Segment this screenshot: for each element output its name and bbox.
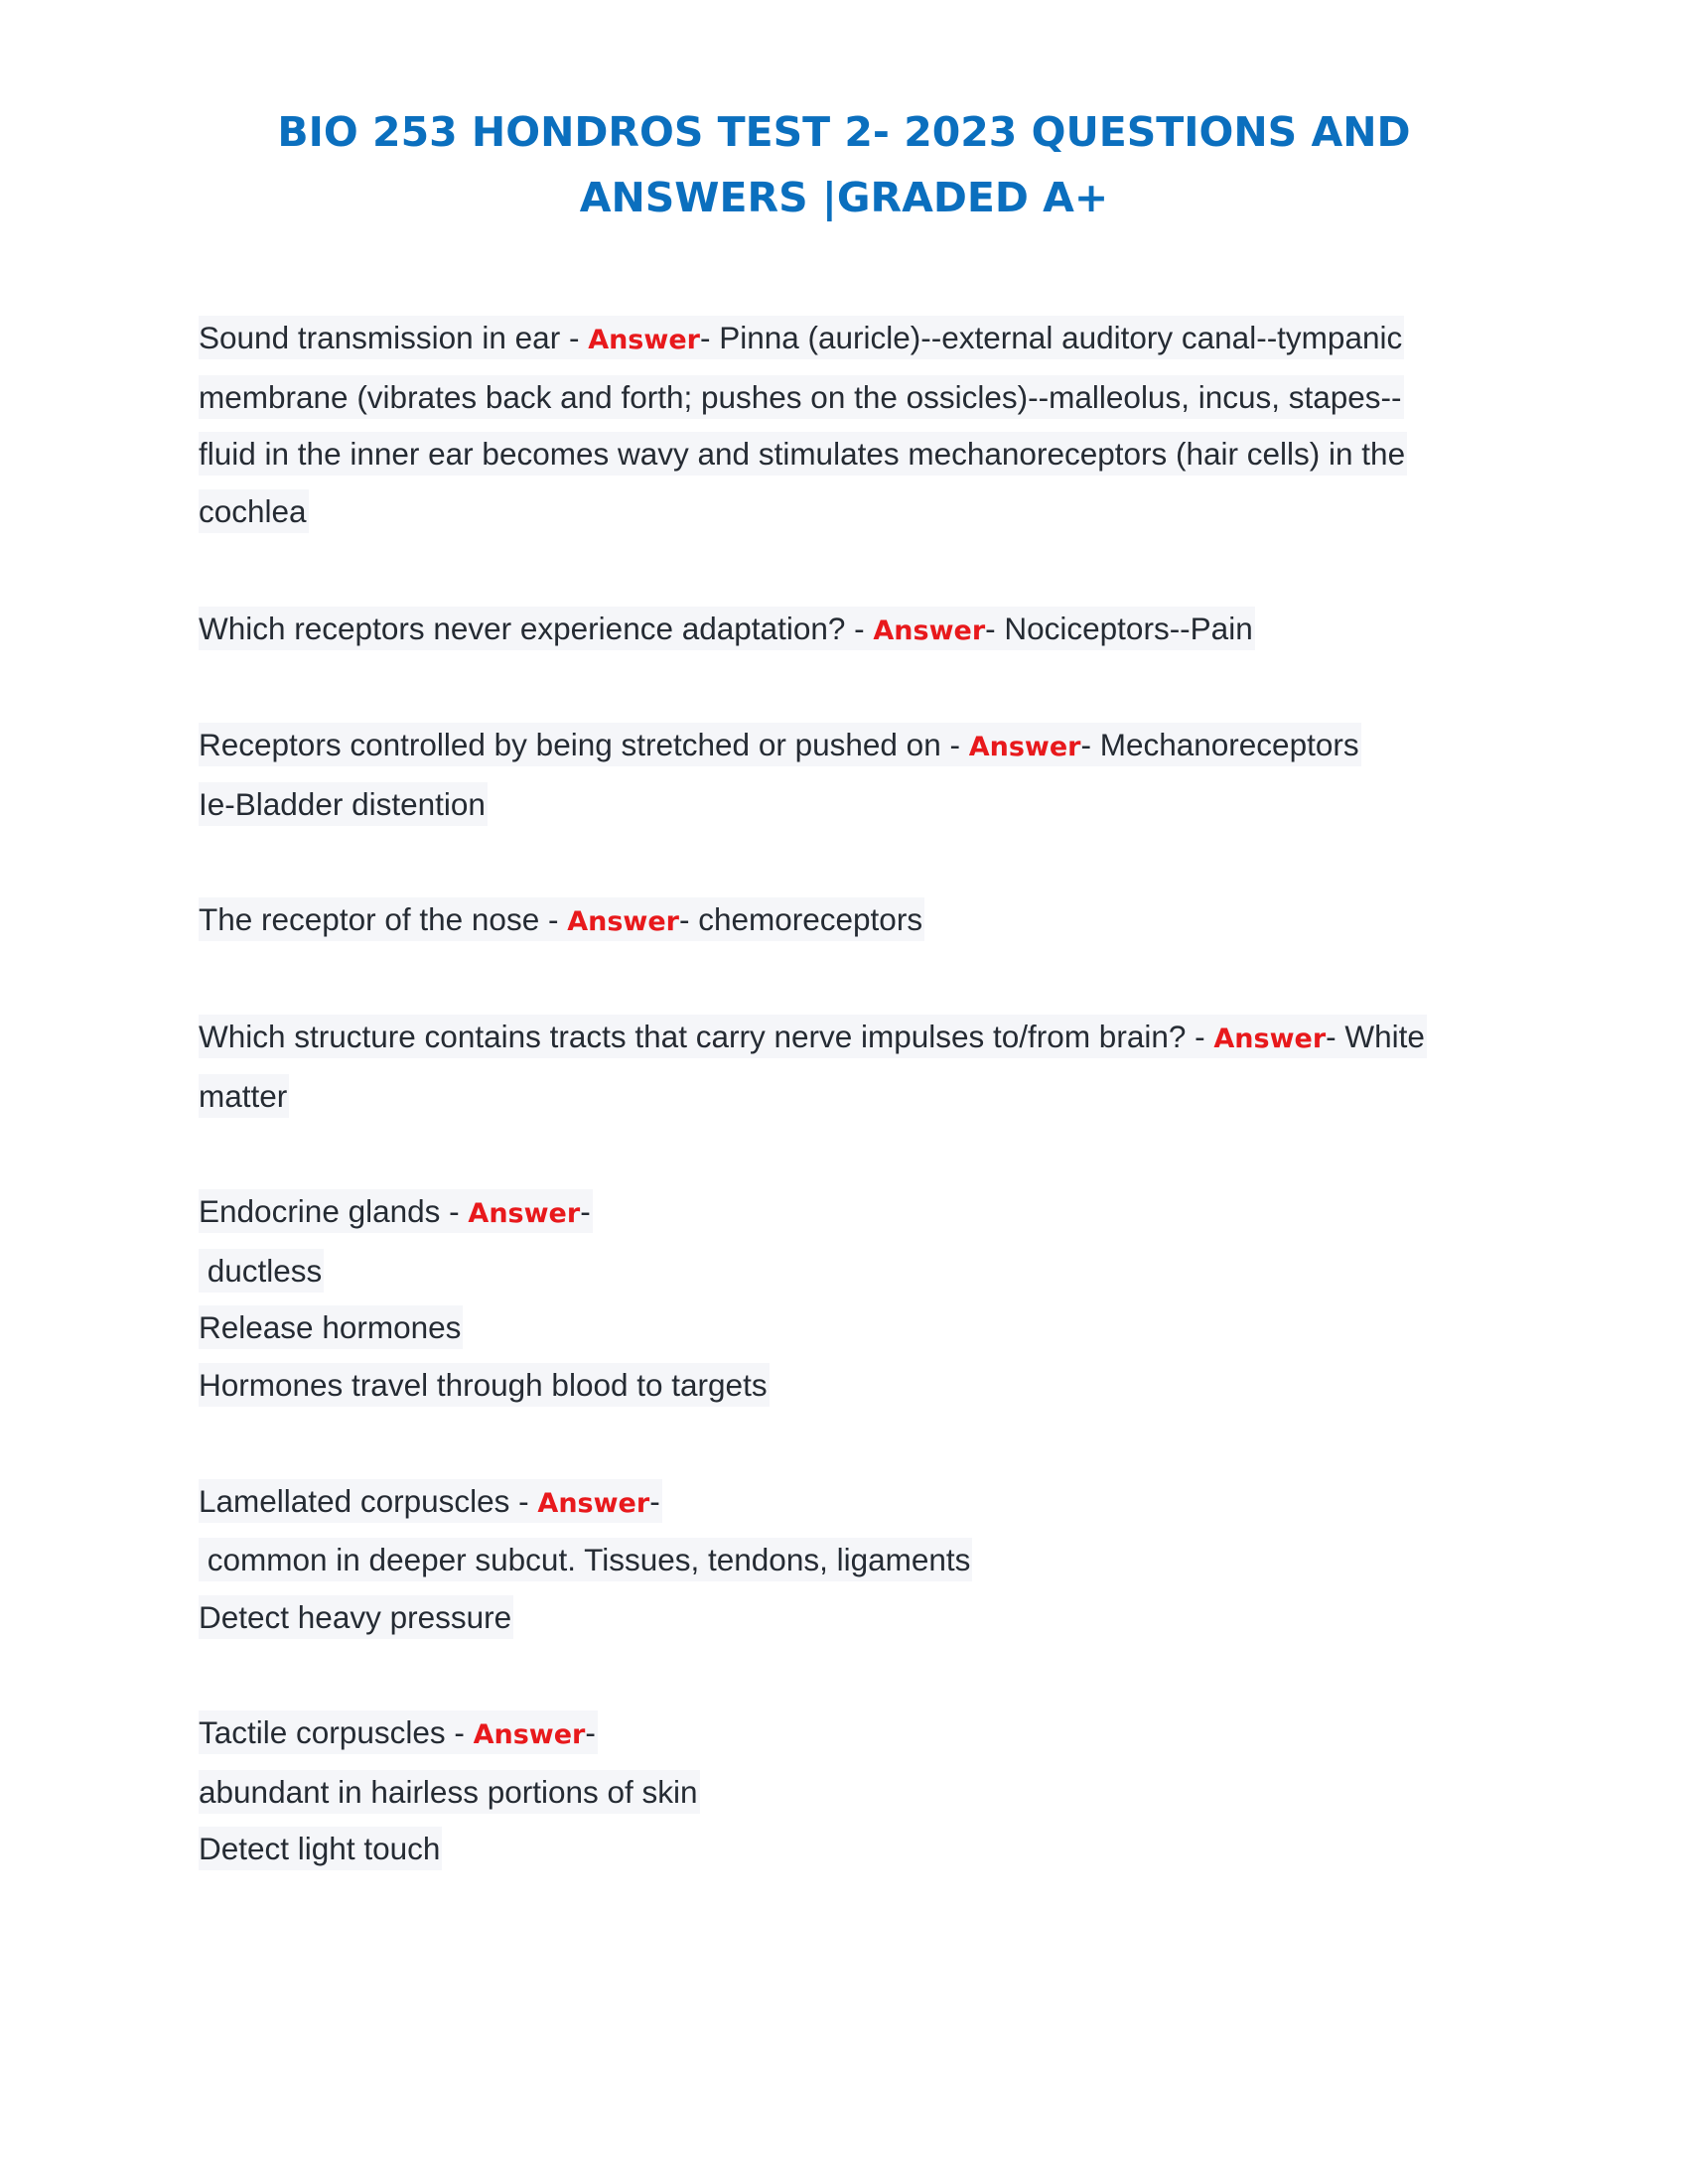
- qa-item-5-question-line: [199, 1015, 1427, 1058]
- answer-text: -: [580, 1193, 591, 1229]
- question-text: The receptor of the nose -: [199, 901, 568, 937]
- question-text: Receptors controlled by being stretched or pushed on -: [199, 727, 969, 762]
- answer-label: Answer: [473, 1719, 586, 1750]
- qa-item-8-question-line: [199, 1710, 598, 1754]
- question-text: Tactile corpuscles -: [199, 1714, 474, 1750]
- question-text: Which structure contains tracts that carry nerve impulses to/from brain? -: [199, 1019, 1214, 1054]
- qa-item-1-answer-line: membrane (vibrates back and forth; pushes on the ossicles)--malleolus, incus, stapes--: [199, 375, 1404, 419]
- answer-text: -: [585, 1714, 596, 1750]
- qa-item-6-question-line: [199, 1189, 593, 1233]
- answer-text: - Mechanoreceptors: [1080, 727, 1359, 762]
- qa-item-8-answer-line: Detect light touch: [199, 1827, 442, 1870]
- qa-item-5-answer-line: matter: [199, 1074, 289, 1118]
- qa-item-7-question-line: [199, 1479, 662, 1523]
- title-line-2: ANSWERS |GRADED A+: [579, 174, 1109, 221]
- answer-text: - Nociceptors--Pain: [985, 611, 1253, 646]
- qa-item-6-answer-line: ductless: [199, 1249, 324, 1293]
- answer-label: Answer: [588, 325, 700, 355]
- title-line-1: BIO 253 HONDROS TEST 2- 2023 QUESTIONS AND: [277, 108, 1411, 156]
- answer-text: - White: [1326, 1019, 1425, 1054]
- document-title: [149, 99, 1539, 230]
- answer-label: Answer: [567, 906, 679, 937]
- answer-text: - Pinna (auricle)--external auditory canal--tympanic: [699, 320, 1403, 355]
- qa-item-8-answer-line: abundant in hairless portions of skin: [199, 1770, 700, 1814]
- answer-label: Answer: [537, 1488, 650, 1519]
- qa-item-7-answer-line: Detect heavy pressure: [199, 1595, 513, 1639]
- qa-item-4-question-line: [199, 897, 924, 941]
- qa-item-1-answer-line: fluid in the inner ear becomes wavy and stimulates mechanoreceptors (hair cells) in the: [199, 432, 1407, 476]
- answer-text: - chemoreceptors: [678, 901, 923, 937]
- qa-item-6-answer-line: Release hormones: [199, 1305, 463, 1349]
- answer-text: -: [649, 1483, 660, 1519]
- qa-item-3-question-line: [199, 723, 1361, 766]
- qa-item-3-answer-line: Ie-Bladder distention: [199, 782, 488, 826]
- qa-item-6-answer-line: Hormones travel through blood to targets: [199, 1363, 770, 1407]
- answer-label: Answer: [873, 615, 986, 646]
- qa-item-1-answer-line: cochlea: [199, 489, 309, 533]
- question-text: Which receptors never experience adaptation? -: [199, 611, 874, 646]
- answer-label: Answer: [968, 732, 1081, 762]
- question-text: Sound transmission in ear -: [199, 320, 589, 355]
- qa-item-7-answer-line: common in deeper subcut. Tissues, tendons, ligaments: [199, 1538, 972, 1581]
- question-text: Endocrine glands -: [199, 1193, 469, 1229]
- qa-item-2-question-line: [199, 607, 1255, 650]
- answer-label: Answer: [1213, 1024, 1327, 1054]
- answer-label: Answer: [468, 1198, 581, 1229]
- question-text: Lamellated corpuscles -: [199, 1483, 538, 1519]
- qa-item-1-question-line: [199, 316, 1404, 359]
